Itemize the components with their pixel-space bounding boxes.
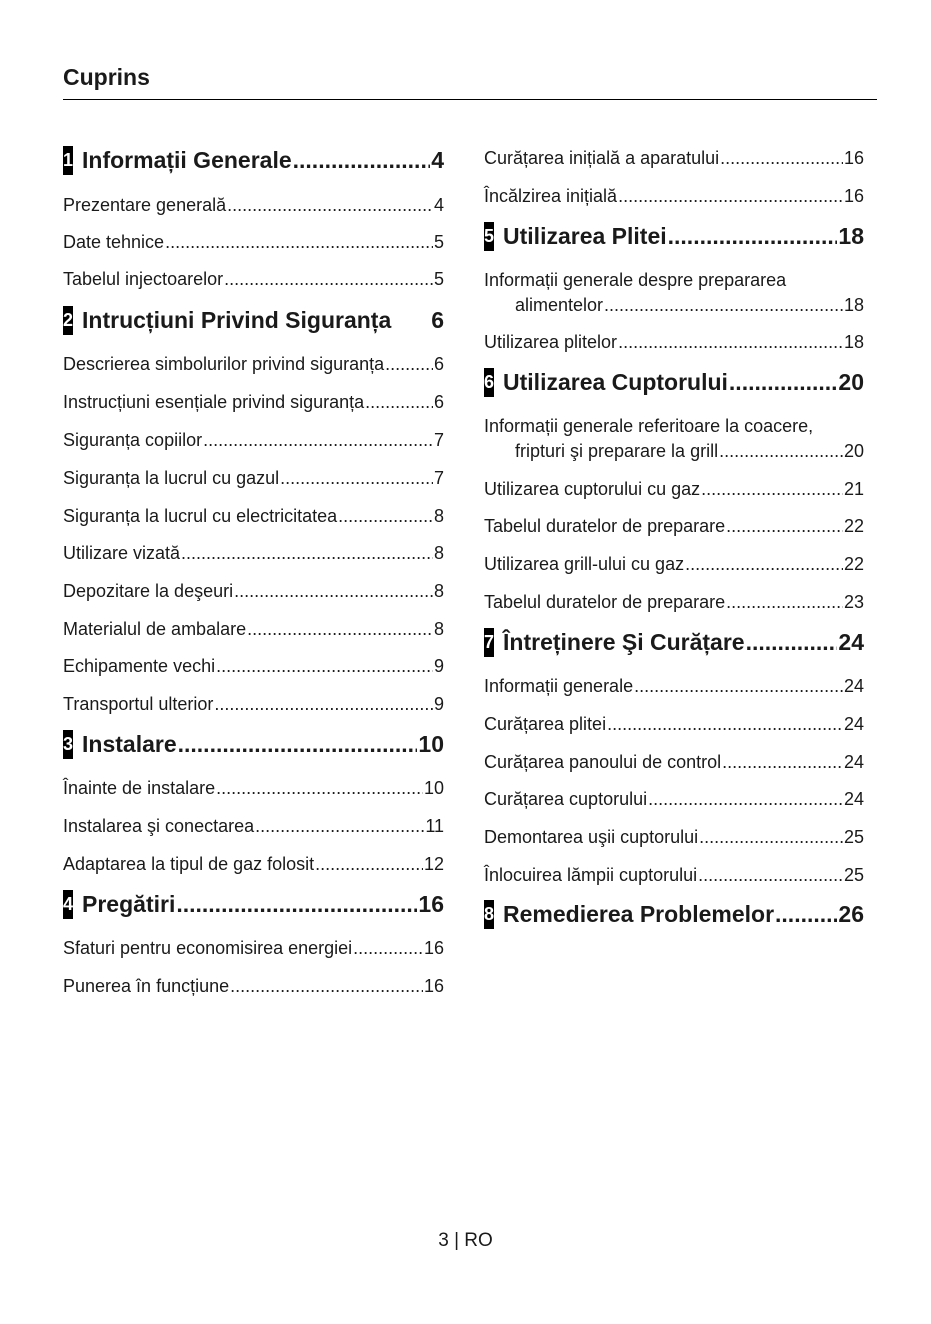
- entry-title: Date tehnice: [63, 232, 165, 252]
- dot-leader: [668, 222, 838, 250]
- dot-leader: [216, 655, 433, 677]
- section-title: Întreținere Şi Curățare: [503, 629, 745, 655]
- entry-title: Curățarea panoului de control: [484, 752, 722, 772]
- entry-title: Tabelul duratelor de preparare: [484, 592, 726, 612]
- entry-title: Utilizarea plitelor: [484, 332, 618, 352]
- dot-leader: [726, 515, 843, 537]
- dot-leader: [176, 890, 417, 918]
- entry-title: Instalarea şi conectarea: [63, 816, 255, 836]
- section-number-badge: 3: [63, 730, 73, 759]
- entry-page-number: 11: [425, 816, 444, 836]
- toc-entry[interactable]: [63, 975, 444, 997]
- toc-entry[interactable]: [63, 194, 444, 216]
- toc-entry[interactable]: [63, 618, 444, 640]
- dot-leader: [685, 553, 843, 575]
- entry-page-number: 9: [433, 694, 444, 714]
- dot-leader: [227, 194, 433, 216]
- entry-title: Siguranța copiilor: [63, 430, 203, 450]
- dot-leader: [165, 231, 433, 253]
- toc-entry[interactable]: [484, 185, 864, 207]
- dot-leader: [365, 391, 433, 413]
- entry-page-number: 16: [843, 186, 864, 206]
- section-number-badge: 1: [63, 146, 73, 175]
- entry-page-number: 16: [843, 148, 864, 168]
- entry-title: Utilizarea cuptorului cu gaz: [484, 479, 701, 499]
- toc-entry[interactable]: [63, 542, 444, 564]
- toc-entry[interactable]: [63, 268, 444, 290]
- toc-entry[interactable]: [63, 655, 444, 677]
- section-page-number: 18: [838, 223, 864, 249]
- toc-entry[interactable]: [63, 231, 444, 253]
- entry-title: Curățarea cuptorului: [484, 789, 648, 809]
- toc-entry[interactable]: [63, 693, 444, 715]
- section-number-badge: 8: [484, 900, 494, 929]
- entry-page-number: 4: [433, 195, 444, 215]
- dot-leader: [722, 751, 843, 773]
- entry-page-number: 10: [423, 778, 444, 798]
- entry-page-number: 8: [433, 581, 444, 601]
- toc-entry[interactable]: [484, 515, 864, 537]
- toc-entry[interactable]: [63, 353, 444, 375]
- section-page-number: 6: [431, 307, 444, 333]
- section-page-number: 4: [431, 147, 444, 173]
- toc-entry-multiline[interactable]: [484, 415, 864, 462]
- entry-page-number: 18: [843, 295, 864, 315]
- entry-title: Depozitare la deşeuri: [63, 581, 234, 601]
- toc-entry[interactable]: [484, 553, 864, 575]
- section-page-number: 16: [418, 891, 444, 917]
- toc-entry[interactable]: [484, 751, 864, 773]
- entry-page-number: 8: [433, 619, 444, 639]
- dot-leader: [255, 815, 424, 837]
- section-title: Utilizarea Cuptorului: [503, 369, 728, 395]
- entry-title: Transportul ulterior: [63, 694, 214, 714]
- dot-leader: [293, 146, 431, 174]
- section-page-number: 20: [838, 369, 864, 395]
- dot-leader: [719, 440, 843, 462]
- entry-title: Tabelul injectoarelor: [63, 269, 224, 289]
- dot-leader: [353, 937, 423, 959]
- section-title: Instalare: [82, 731, 177, 757]
- entry-title: Siguranța la lucrul cu electricitatea: [63, 506, 338, 526]
- dot-leader: [203, 429, 433, 451]
- dot-leader: [604, 294, 843, 316]
- section-page-number: 24: [838, 629, 864, 655]
- entry-title: Prezentare generală: [63, 195, 227, 215]
- entry-page-number: 6: [433, 354, 444, 374]
- entry-page-number: 22: [843, 516, 864, 536]
- section-number-badge: 5: [484, 222, 494, 251]
- toc-section-5[interactable]: [484, 222, 864, 251]
- entry-title: Siguranța la lucrul cu gazul: [63, 468, 280, 488]
- dot-leader: [385, 353, 433, 375]
- dot-leader: [775, 900, 837, 928]
- section-number-badge: 2: [63, 306, 73, 335]
- entry-title-line2: alimentelor: [515, 295, 604, 315]
- dot-leader: [746, 628, 838, 656]
- entry-title: Punerea în funcțiune: [63, 976, 230, 996]
- entry-title: Tabelul duratelor de preparare: [484, 516, 726, 536]
- dot-leader: [701, 478, 843, 500]
- entry-page-number: 7: [433, 430, 444, 450]
- entry-page-number: 22: [843, 554, 864, 574]
- dot-leader: [618, 331, 843, 353]
- dot-leader: [216, 777, 423, 799]
- dot-leader: [280, 467, 433, 489]
- entry-page-number: 24: [843, 752, 864, 772]
- section-title: Utilizarea Plitei: [503, 223, 667, 249]
- entry-title: Adaptarea la tipul de gaz folosit: [63, 854, 315, 874]
- entry-title-line1: Informații generale despre prepararea: [484, 270, 787, 290]
- toc-entry[interactable]: [484, 864, 864, 886]
- dot-leader: [338, 505, 433, 527]
- toc-entry[interactable]: [484, 675, 864, 697]
- toc-entry[interactable]: [484, 591, 864, 613]
- entry-title: Materialul de ambalare: [63, 619, 247, 639]
- entry-page-number: 21: [843, 479, 864, 499]
- toc-section-2[interactable]: [63, 306, 444, 335]
- header-divider: [63, 99, 877, 100]
- entry-page-number: 24: [843, 714, 864, 734]
- toc-entry[interactable]: [63, 815, 444, 837]
- toc-entry[interactable]: [63, 580, 444, 602]
- dot-leader: [178, 730, 418, 758]
- dot-leader: [224, 268, 433, 290]
- entry-page-number: 5: [433, 232, 444, 252]
- entry-title: Curățarea plitei: [484, 714, 607, 734]
- entry-title-line2: fripturi şi preparare la grill: [515, 441, 719, 461]
- toc-entry[interactable]: [484, 788, 864, 810]
- entry-title: Încălzirea inițială: [484, 186, 618, 206]
- toc-entry[interactable]: [484, 478, 864, 500]
- section-title: Intrucțiuni Privind Siguranța: [82, 307, 392, 333]
- entry-page-number: 6: [433, 392, 444, 412]
- entry-title: Utilizarea grill-ului cu gaz: [484, 554, 685, 574]
- page-title: Cuprins: [63, 64, 150, 90]
- toc-section-7[interactable]: [484, 628, 864, 657]
- footer-page-number: 3 | RO: [438, 1230, 493, 1251]
- toc-entry[interactable]: [63, 777, 444, 799]
- toc-section-8[interactable]: [484, 900, 864, 929]
- entry-title: Instrucțiuni esențiale privind siguranța: [63, 392, 365, 412]
- section-number-badge: 4: [63, 890, 73, 919]
- entry-page-number: 16: [423, 976, 444, 996]
- section-number-badge: 6: [484, 368, 494, 397]
- toc-entry[interactable]: [484, 147, 864, 169]
- toc-section-3[interactable]: [63, 730, 444, 759]
- entry-page-number: 24: [843, 676, 864, 696]
- entry-page-number: 16: [423, 938, 444, 958]
- toc-section-6[interactable]: [484, 368, 864, 397]
- section-number-badge: 7: [484, 628, 494, 657]
- toc-section-1[interactable]: [63, 146, 444, 175]
- entry-page-number: 9: [433, 656, 444, 676]
- entry-page-number: 20: [843, 441, 864, 461]
- entry-page-number: 12: [423, 854, 444, 874]
- dot-leader: [729, 368, 837, 396]
- entry-title: Sfaturi pentru economisirea energiei: [63, 938, 353, 958]
- toc-entry[interactable]: [484, 826, 864, 848]
- toc-entry[interactable]: [484, 713, 864, 735]
- toc-section-4[interactable]: [63, 890, 444, 919]
- dot-leader: [234, 580, 433, 602]
- dot-leader: [607, 713, 843, 735]
- toc-entry[interactable]: [63, 429, 444, 451]
- section-page-number: 26: [838, 901, 864, 927]
- toc-entry[interactable]: [63, 937, 444, 959]
- entry-title: Înlocuirea lămpii cuptorului: [484, 865, 698, 885]
- dot-leader: [315, 853, 423, 875]
- entry-title: Descrierea simbolurilor privind siguranța: [63, 354, 385, 374]
- entry-page-number: 18: [843, 332, 864, 352]
- dot-leader: [247, 618, 433, 640]
- toc-entry[interactable]: [63, 505, 444, 527]
- entry-page-number: 24: [843, 789, 864, 809]
- dot-leader: [214, 693, 433, 715]
- toc-entry[interactable]: [63, 467, 444, 489]
- dot-leader: [618, 185, 843, 207]
- entry-page-number: 23: [843, 592, 864, 612]
- toc-entry-multiline[interactable]: [484, 269, 864, 316]
- entry-title: Curățarea inițială a aparatului: [484, 148, 720, 168]
- dot-leader: [230, 975, 423, 997]
- toc-entry[interactable]: [484, 331, 864, 353]
- entry-title: Utilizare vizată: [63, 543, 181, 563]
- section-title: Remedierea Problemelor: [503, 901, 775, 927]
- entry-title: Informații generale: [484, 676, 634, 696]
- entry-title: Echipamente vechi: [63, 656, 216, 676]
- entry-page-number: 7: [433, 468, 444, 488]
- entry-page-number: 25: [843, 865, 864, 885]
- dot-leader: [720, 147, 843, 169]
- section-title: Informații Generale: [82, 147, 292, 173]
- dot-leader: [648, 788, 843, 810]
- section-title: Pregătiri: [82, 891, 176, 917]
- entry-title: Demontarea uşii cuptorului: [484, 827, 699, 847]
- entry-page-number: 8: [433, 543, 444, 563]
- entry-page-number: 8: [433, 506, 444, 526]
- dot-leader: [699, 826, 843, 848]
- dot-leader: [726, 591, 843, 613]
- dot-leader: [181, 542, 433, 564]
- entry-page-number: 5: [433, 269, 444, 289]
- toc-entry[interactable]: [63, 853, 444, 875]
- dot-leader: [634, 675, 843, 697]
- entry-page-number: 25: [843, 827, 864, 847]
- section-page-number: 10: [418, 731, 444, 757]
- dot-leader: [698, 864, 843, 886]
- toc-entry[interactable]: [63, 391, 444, 413]
- entry-title-line1: Informații generale referitoare la coacere,: [484, 416, 814, 436]
- entry-title: Înainte de instalare: [63, 778, 216, 798]
